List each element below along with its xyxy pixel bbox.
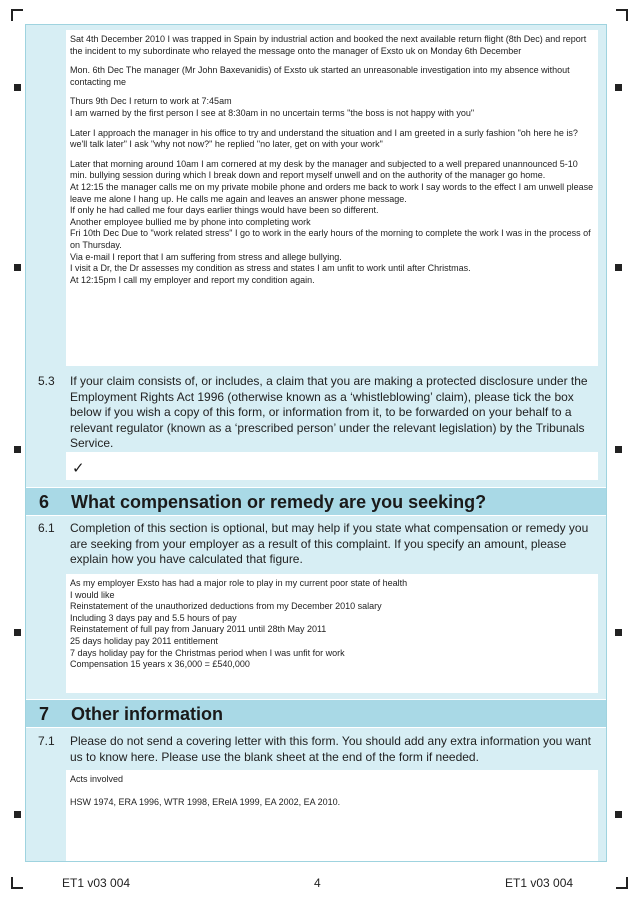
section-title: What compensation or remedy are you seeking?	[71, 492, 487, 512]
checkmark-icon: ✓	[72, 460, 85, 477]
crop-mark-top-left	[11, 9, 23, 21]
question-6-1	[38, 521, 598, 568]
registration-mark	[615, 84, 622, 91]
answer-text: HSW 1974, ERA 1996, WTR 1998, ERelA 1999, EA 2002, EA 2010.	[70, 796, 341, 807]
registration-mark	[14, 629, 21, 636]
question-number: 5.3	[38, 374, 55, 388]
registration-mark	[615, 446, 622, 453]
section-number: 6	[39, 492, 50, 512]
registration-mark	[14, 446, 21, 453]
answer-line: Reinstatement of full pay from January 2011 until 28th May 2011	[70, 624, 327, 635]
crop-mark-bottom-left	[11, 877, 23, 889]
whistleblowing-tick-box[interactable]	[66, 452, 598, 480]
answer-line: As my employer Exsto has had a major role to play in my current poor state of health	[70, 578, 408, 588]
registration-mark	[615, 629, 622, 636]
section-6-header	[26, 487, 606, 516]
section-number: 7	[39, 704, 50, 724]
answer-line: Compensation 15 years x 36,000 = £540,000	[70, 659, 250, 670]
answer-line: I would like	[70, 589, 115, 600]
section-7-header	[26, 699, 606, 728]
statement-paragraph: Later that morning around 10am I am cornered at my desk by the manager and subjected to a well prepared unannounced 5-10 min. bullying session during which I break down and report myself unwell and on the authority of the manager go home. At 12:15 the manager calls me on my private mobile phone and orders me back to work I say words to the effect I am unwell please leave me alone I hang up. He calls me again and leaves an answer phone message. If only he had called me four days earlier things would have been so different. Another employee bullied me by phone into completing work Fri 10th Dec Due to "work related stress" I go to work in the early hours of the morning to complete the work I was in the process of on Thursday. Via e-mail I report that I am suffering from stress and allege bullying. I visit a Dr, the Dr assesses my condition as stress and states I am unfit to work until after Christmas. At 12:15pm I call my employer and report my condition again.	[70, 158, 594, 285]
question-text: If your claim consists of, or includes, a claim that you are making a protected disclosure under the Employment Rights Act 1996 (otherwise known as a ‘whistleblowing’ claim), please tick the box below if you wish a copy of this form, or information from it, to be forwarded on your behalf to a relevant regulator (known as a ‘prescribed person’ under the relevant legislation) by the Tribunals Service.	[70, 374, 588, 451]
statement-paragraph: Mon. 6th Dec The manager (Mr John Baxevanidis) of Exsto uk started an unreasonable investigation into my absence without contacting me	[70, 65, 570, 87]
statement-paragraph: Thurs 9th Dec I return to work at 7:45am I am warned by the first person I see at 8:30am in no uncertain terms "the boss is not happy with you"	[70, 96, 475, 118]
claim-details-textbox[interactable]	[66, 30, 598, 366]
answer-heading: Acts involved	[70, 774, 124, 784]
other-information-textbox[interactable]	[66, 770, 598, 861]
question-7-1	[38, 734, 598, 765]
question-number: 7.1	[38, 734, 55, 748]
question-5-3	[38, 374, 598, 452]
answer-line: Including 3 days pay and 5.5 hours of pay	[70, 612, 237, 623]
question-text: Please do not send a covering letter with this form. You should add any extra information you want us to know here. Please use the blank sheet at the end of the form if needed.	[70, 734, 591, 764]
crop-mark-top-right	[616, 9, 628, 21]
section-title: Other information	[71, 704, 223, 724]
form-code-left: ET1 v03 004	[62, 876, 131, 890]
registration-mark	[615, 264, 622, 271]
form-code-right: ET1 v03 004	[505, 876, 574, 890]
answer-line: 25 days holiday pay 2011 entitlement	[70, 635, 218, 646]
registration-mark	[14, 264, 21, 271]
compensation-textbox[interactable]	[66, 574, 598, 693]
answer-line: 7 days holiday pay for the Christmas period when I was unfit for work	[70, 647, 345, 658]
registration-mark	[615, 811, 622, 818]
page-number: 4	[314, 876, 321, 890]
registration-mark	[14, 811, 21, 818]
crop-mark-bottom-right	[616, 877, 628, 889]
registration-mark	[14, 84, 21, 91]
question-text: Completion of this section is optional, but may help if you state what compensation or remedy you are seeking from your employer as a result of this complaint. If you specify an amount, please explain how you have calculated that figure.	[70, 521, 589, 567]
statement-paragraph: Later I approach the manager in his office to try and understand the situation and I am greeted in a surly fashion "oh here he is? we'll talk later" I ask "why not now?" he replied "no later, get on with your work"	[70, 127, 578, 150]
statement-paragraph: Sat 4th December 2010 I was trapped in Spain by industrial action and booked the next available return flight (8th Dec) and report the incident to my subordinate who relayed the message onto the manager of Exsto uk on Monday 6th December	[70, 34, 587, 56]
question-number: 6.1	[38, 521, 55, 535]
answer-line: Reinstatement of the unauthorized deductions from my December 2010 salary	[70, 601, 382, 612]
